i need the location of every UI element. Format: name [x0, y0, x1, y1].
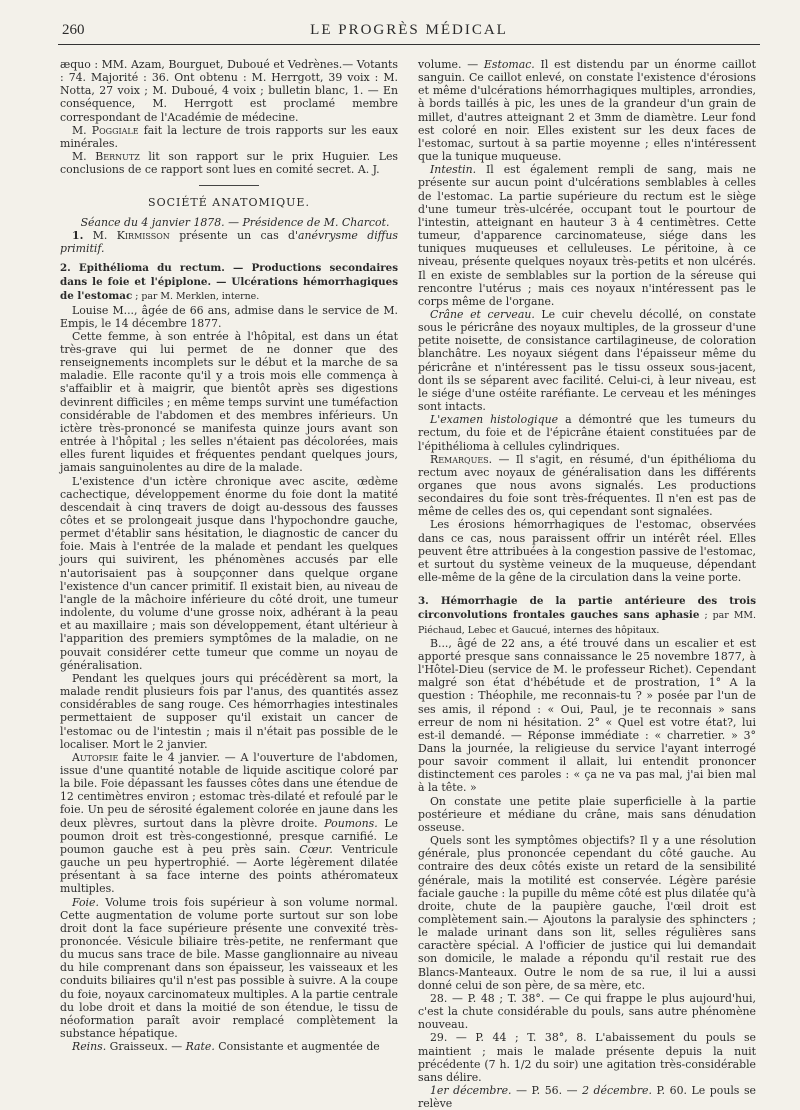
paragraph: On constate une petite plaie superficielle à la partie postérieure et médiane du crâne, mais sans dénudation osseuse.	[418, 794, 756, 834]
paragraph: B..., âgé de 22 ans, a été trouvé dans un escalier et est apporté presque sans connaissance le 25 novembre 1877, à l'Hôtel-Dieu (service de M. le professeur Richet). Cependant malgré son état d'hébétude et de prostration, 1° A la question : Théophile, me reconnais-tu ? » posée par l'un de ses amis, il répond : « Oui, Paul, je te reconnais » sans erreur de nom ni hésitation. 2° « Quel est votre état?, lui est-il demandé. — Réponse immédiate : « charretier. » 3° Dans la journée, la religieuse du service l'ayant interrogé pour savoir comment il allait, lui entendit prononcer distinctement ces paroles : « ça ne va pas mal, j'ai bien mal à la tête. »	[418, 636, 756, 795]
item-2-heading: 2. Epithélioma du rectum. — Productions secondaires dans le foie et l'épiplone. — Ulcérations hémorrhagiques de l'estomac ; par M. Merklen, interne.	[60, 262, 398, 303]
session-line: Séance du 4 janvier 1878. — Présidence de M. Charcot.	[80, 215, 390, 229]
paragraph: Louise M..., âgée de 66 ans, admise dans le service de M. Empis, le 14 décembre 1877.	[60, 303, 398, 330]
paragraph: Remarques. — Il s'agit, en résumé, d'un épithélioma du rectum avec noyaux de généralisation dans les différents organes que nous avons signalés. Les productions secondaires du foie sont très-fréquentes. Il n'en est pas de même de celles des os, qui cependant sont signalées.	[418, 452, 756, 519]
paragraph: L'examen histologique a démontré que les tumeurs du rectum, du foie et de l'épicrâne étaient constituées par de l'épithélioma à cellules cylindriques.	[418, 413, 757, 453]
journal-title: LE PROGRÈS MÉDICAL	[310, 22, 508, 38]
section-title: SOCIÉTÉ ANATOMIQUE.	[148, 196, 310, 210]
signature: A. J.	[357, 163, 380, 177]
paragraph: Crâne et cerveau. Le cuir chevelu décollé, on constate sous le péricrâne des noyaux multiples, de la grosseur d'une petite noisette, de consistance cartilagineuse, de coloration blanchâtre. Les noyaux siégent dans l'épaisseur même du péricrâne et n'intéressent pas le tissu osseux sous-jacent, dont ils se séparent avec facilité. Celui-ci, à leur niveau, est le siége d'une ostéite raréfiante. Le cerveau et les méninges sont intacts.	[418, 307, 756, 414]
paragraph: M. Poggiale fait la lecture de trois rapports sur les eaux minérales.	[60, 123, 398, 150]
paragraph: M. Bernutz lit son rapport sur le prix Huguier. Les conclusions de ce rapport sont lues en comité secret. A. J.	[60, 150, 399, 177]
right-column	[418, 58, 756, 1110]
paragraph: Pendant les quelques jours qui précédèrent sa mort, la malade rendit plusieurs fois par l'anus, des quantités assez considérables de sang rouge. Ces hémorrhagies intestinales permettaient de supposer qu'il existait un cancer de l'estomac ou de l'intestin ; mais il n'était pas possible de le localiser. Mort le 2 janvier.	[60, 671, 398, 751]
paragraph: Foie. Volume trois fois supérieur à son volume normal. Cette augmentation de volume porte surtout sur son lobe droit dont la face supérieure présente une convexité très-prononcée. Vésicule biliaire très-petite, ne renfermant que du mucus sans trace de bile. Masse ganglionnaire au niveau du hile comprenant dans son épaisseur, les vaisseaux et les conduits biliaires qu'il n'est pas possible à suivre. A la coupe du foie, noyaux carcinomateux multiples. A la partie centrale du lobe droit et dans la moitié de son étendue, le tissu de néoformation paraît avoir remplacé complètement la substance hépatique.	[60, 895, 398, 1041]
paragraph: Intestin. Il est également rempli de sang, mais ne présente sur aucun point d'ulcérations semblables à celles de l'estomac. La partie supérieure du rectum est le siège d'une tumeur très-ulcérée, occupant tout le pourtour de l'intestin, atteignant en hauteur 3 à 4 centimètres. Cette tumeur, d'apparence carcinomateuse, siége dans les tuniques muqueuses et celluleuses. Le péritoine, à ce niveau, présente quelques noyaux très-petits et non ulcérés. Il en existe de semblables sur la portion de la séreuse qui rencontre l'utérus ; mais ces noyaux n'intéressent pas le corps même de l'organe.	[418, 163, 756, 308]
page-number: 260	[62, 22, 85, 38]
paragraph: Les érosions hémorrhagiques de l'estomac, observées dans ce cas, nous paraissent offrir un intérêt réel. Elles peuvent être attribuées à la congestion passive de l'estomac, et surtout du système veineux de la muqueuse, dépendant elle-même de la gêne de la circulation dans la veine porte.	[418, 518, 756, 585]
paragraph: 28. — P. 48 ; T. 38°. — Ce qui frappe le plus aujourd'hui, c'est la chute considérable du pouls, sans autre phénomène nouveau.	[418, 991, 756, 1032]
paragraph: volume. — Estomac. Il est distendu par un énorme caillot sanguin. Ce caillot enlevé, on constate l'existence d'érosions et même d'ulcérations hémorrhagiques multiples, arrondies, à bords taillés à pic, les unes de la grandeur d'un grain de millet, d'autres atteignant 2 et 3mm de diamètre. Leur fond est coloré en noir. Elles existent sur les deux faces de l'estomac, surtout à sa partie moyenne ; elles n'intéressent que la tunique muqueuse.	[418, 58, 756, 164]
paragraph: Autopsie faite le 4 janvier. — A l'ouverture de l'abdomen, issue d'une quantité notable de liquide ascitique coloré par la bile. Foie dépassant les fausses côtes dans une étendue de 12 centimètres environ ; estomac très-dilaté et refoulé par le foie. Un peu de sérosité également colorée en jaune dans les deux plèvres, surtout dans la plèvre droite. Poumons. Le poumon droit est très-congestionné, presque carnifié. Le poumon gauche est à peu près sain. Cœur. Ventricule gauche un peu hypertrophié. — Aorte légèrement dilatée présentant à sa face interne des points athéromateux multiples.	[60, 750, 398, 896]
page-header	[58, 18, 760, 45]
paragraph: Reins. Graisseux. — Rate. Consistante et augmentée de	[72, 1040, 380, 1054]
left-column	[60, 58, 398, 1053]
paragraph: Cette femme, à son entrée à l'hôpital, est dans un état très-grave qui lui permet de ne donner que des renseignements incomplets sur le début et la marche de sa maladie. Elle raconte qu'il y a trois mois elle commença à s'affaiblir et à maigrir, que bientôt après ses digestions devinrent difficiles ; en même temps survint une tuméfaction considérable de l'abdomen et des membres inférieurs. Un ictère très-prononcé se manifesta quinze jours avant son entrée à l'hôpital ; les selles n'étaient pas décolorées, mais elles furent liquides et fréquentes pendant quelques jours, jamais sanguinolentes au dire de la malade.	[60, 329, 398, 475]
divider	[199, 185, 259, 186]
item-3-heading: 3. Hémorrhagie de la partie antérieure des trois circonvolutions frontales gauches sans aphasie ; par MM. Piéchaud, Lebec et Gaucué, internes des hôpitaux.	[418, 595, 756, 636]
paragraph: 1er décembre. — P. 56. — 2 décembre. P. 60. Le pouls se relève	[418, 1084, 756, 1110]
paragraph: Quels sont les symptômes objectifs? Il y a une résolution générale, plus prononcée cependant du côté gauche. Au contraire des deux côtés existe un retard de la sensibilité générale, mais la motilité est conservée. Légère parésie faciale gauche : la pupille du même côté est plus dilatée qu'à droite, chute de la paupière gauche, l'œil droit est complètement sain.— Ajoutons la paralysie des sphincters ; le malade urinant dans son lit, selles régulières sans caractère spécial. A l'officier de justice qui lui demandait son domicile, le malade a répondu qu'il restait rue des Blancs-Manteaux. Outre le nom de sa rue, il lui a aussi donné celui de son père, de sa mère, etc.	[418, 834, 756, 992]
paragraph: L'existence d'un ictère chronique avec ascite, œdème cachectique, développement énorme du foie dont la matité descendait à cinq travers de doigt au-dessous des fausses côtes et se prolongeait jusque dans l'hypochondre gauche, permet d'établir sans hésitation, le diagnostic de cancer du foie. Mais à l'entrée de la malade et pendant les quelques jours qui suivirent, les phénomènes accusés par elle n'autorisaient pas à soupçonner dans quelque organe l'existence d'un cancer primitif. Il existait bien, au niveau de l'angle de la mâchoire inférieure du côté droit, une tumeur indolente, du volume d'une grosse noix, adhérant à la peau et au maxillaire ; mais son développement, étant ultérieur à l'apparition des premiers symptômes de la maladie, on ne pouvait considérer cette tumeur que comme un noyau de généralisation.	[60, 474, 398, 672]
paragraph: æquo : MM. Azam, Bourguet, Duboué et Vedrènes.— Votants : 74. Majorité : 36. Ont obtenu : M. Herrgott, 39 voix : M. Notta, 27 voix ; M. Duboué, 4 voix ; bulletin blanc, 1. — En conséquence, M. Herrgott est proclamé membre correspondant de l'Académie de médecine.	[60, 58, 398, 124]
item-1: 1. M. Kirmisson présente un cas d'anévrysme diffus primitif.	[60, 228, 398, 255]
paragraph: 29. — P. 44 ; T. 38°, 8. L'abaissement du pouls se maintient ; mais le malade présente depuis la nuit précédente (7 h. 1/2 du soir) une agitation très-considérable sans délire.	[418, 1031, 756, 1084]
